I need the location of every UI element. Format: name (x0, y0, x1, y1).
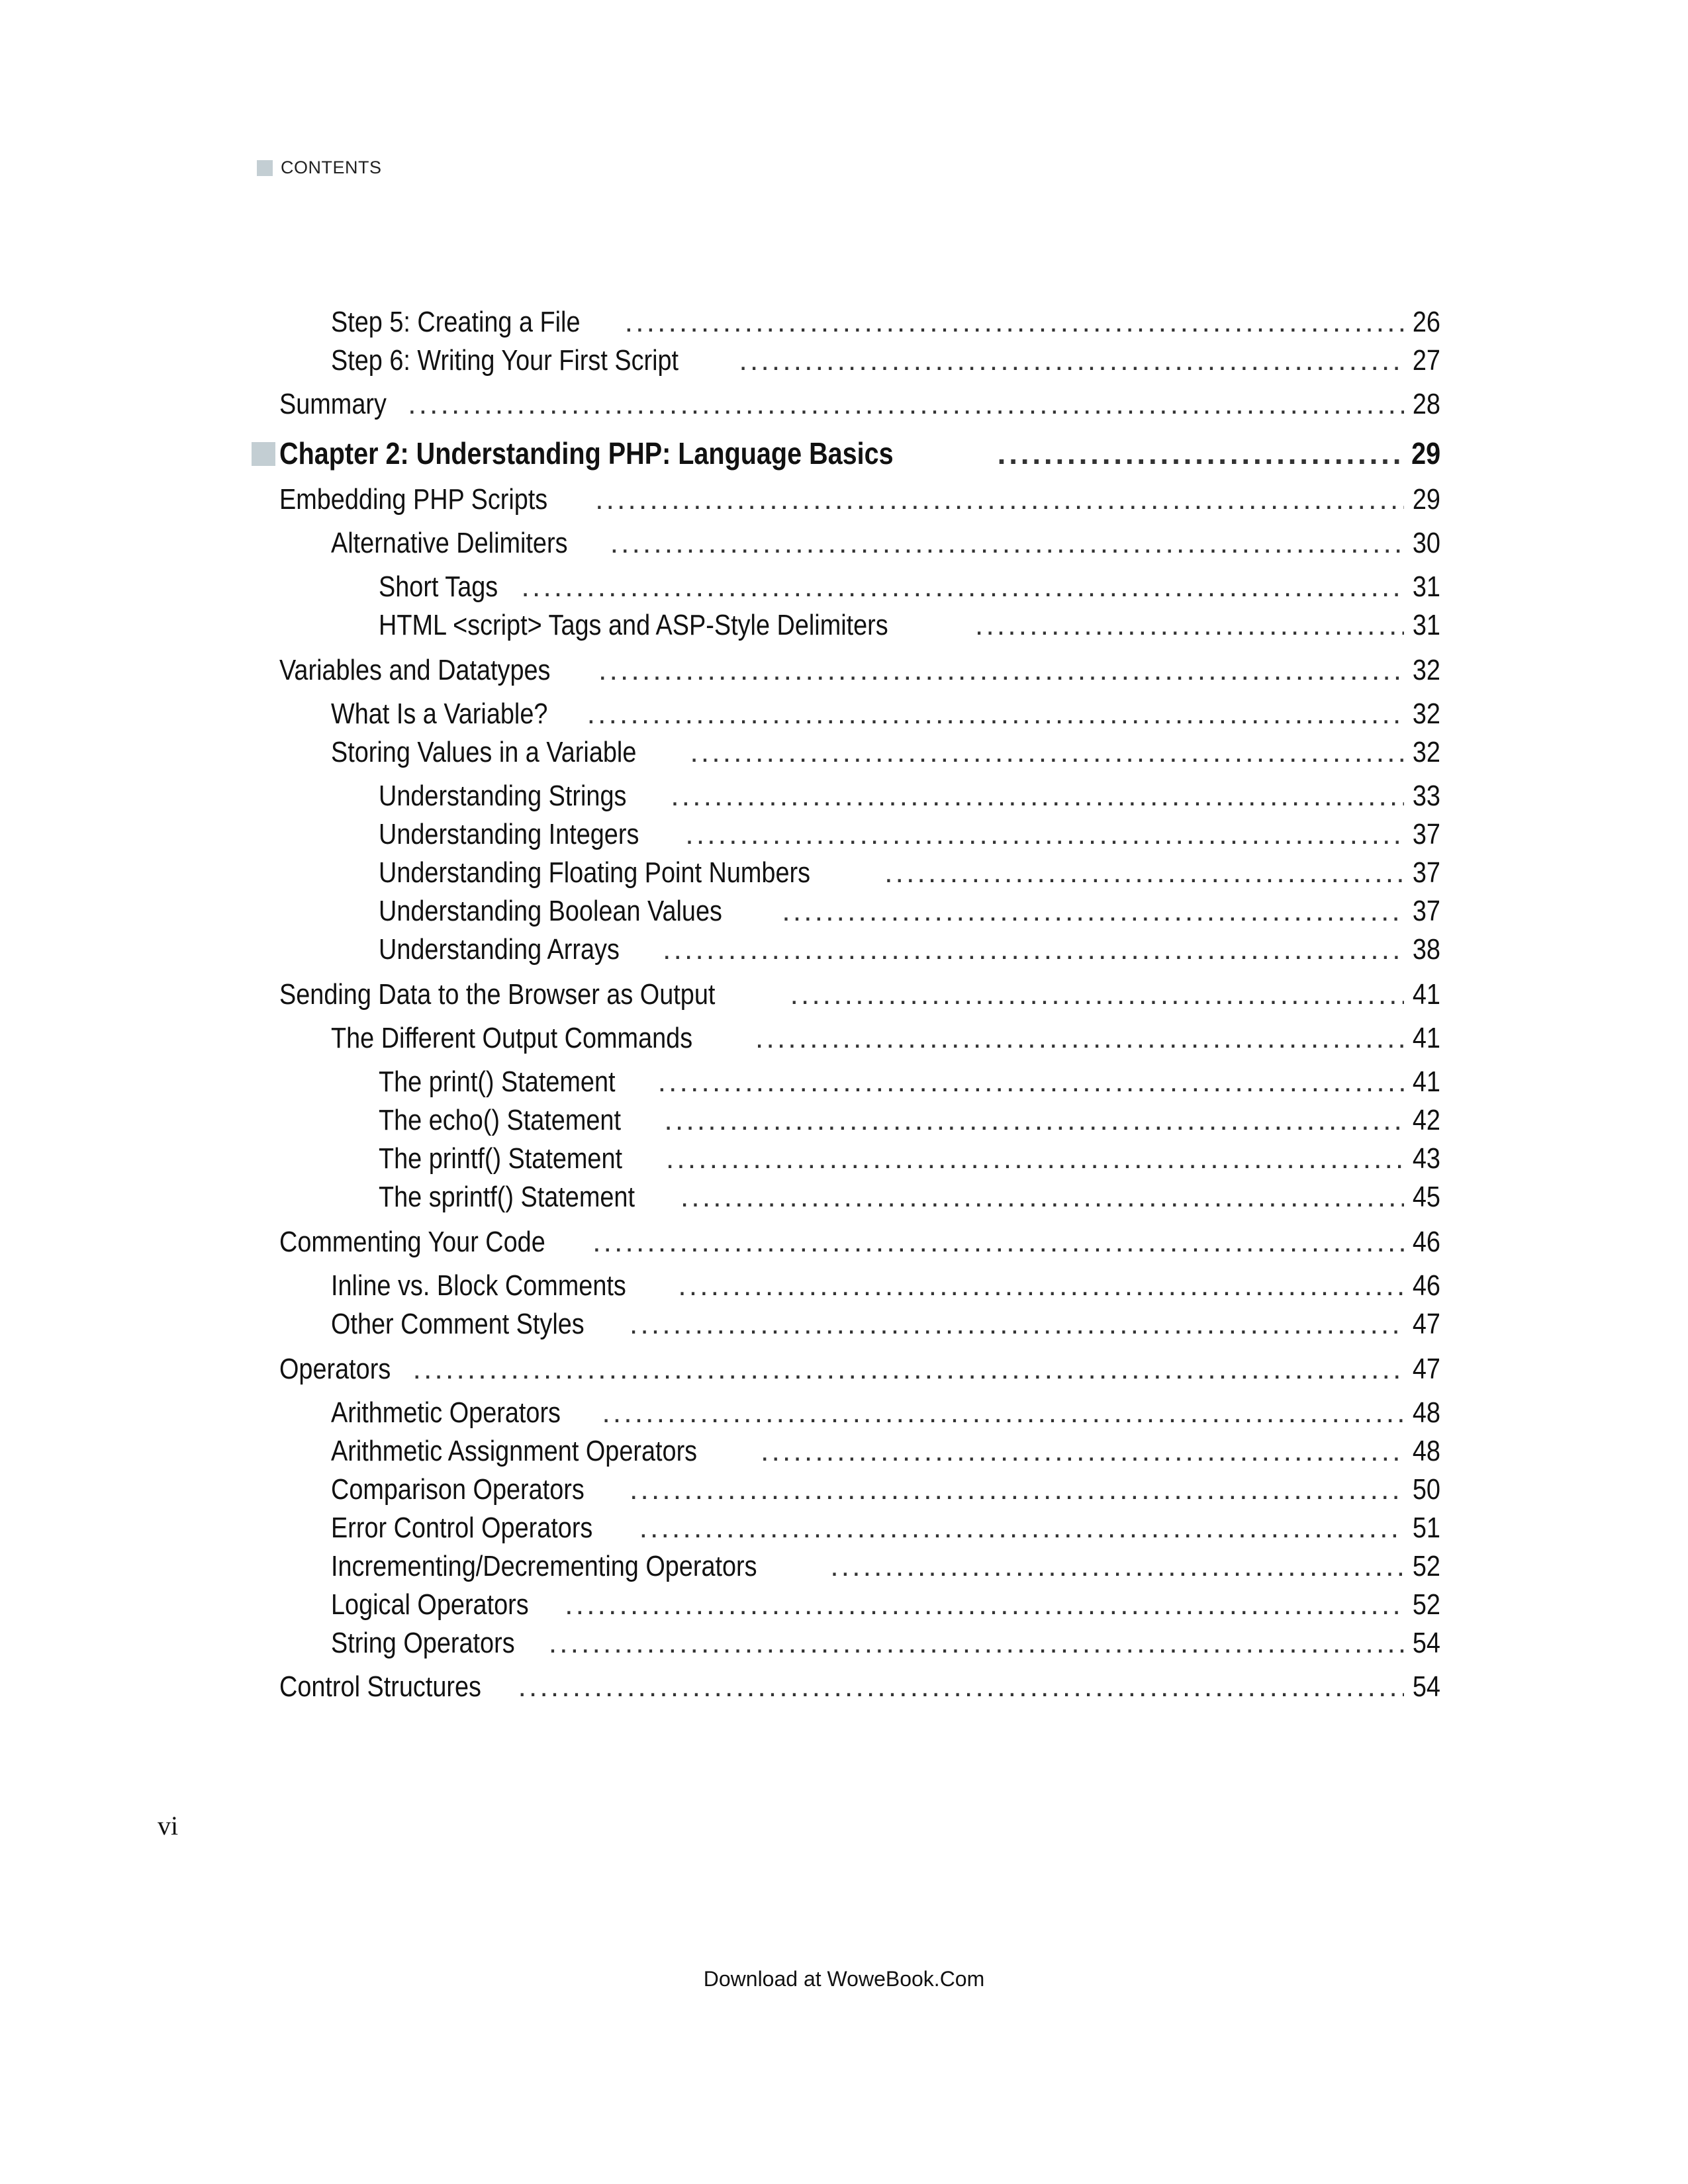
dot-leader (666, 1140, 1404, 1178)
toc-entry[interactable] (331, 1019, 1440, 1058)
dot-leader (610, 524, 1404, 563)
dot-leader (587, 695, 1404, 733)
toc-entry-title: The Different Output Commands (331, 1022, 693, 1054)
toc-entry-title: Alternative Delimiters (331, 527, 568, 559)
running-head-label: CONTENTS (281, 158, 382, 177)
toc-entry-page: 42 (1412, 1104, 1440, 1136)
page-number: vi (158, 1811, 179, 1841)
dot-leader (408, 385, 1404, 424)
toc-entry-title: Inline vs. Block Comments (331, 1269, 626, 1302)
toc-entry[interactable] (279, 1668, 1440, 1706)
dot-leader (690, 733, 1404, 772)
toc-entry[interactable] (379, 568, 1440, 606)
chapter-marker-icon (252, 442, 275, 466)
toc-entry-page: 41 (1412, 1066, 1440, 1098)
toc-entry-page: 28 (1412, 388, 1440, 420)
toc-entry-page: 41 (1412, 978, 1440, 1011)
toc-entry-title: Summary (279, 388, 387, 420)
toc-entry-page: 32 (1412, 698, 1440, 730)
toc-entry[interactable] (379, 606, 1440, 645)
toc-entry-title: Arithmetic Operators (331, 1396, 561, 1429)
toc-entry[interactable] (279, 976, 1440, 1014)
dot-leader (518, 1668, 1404, 1706)
toc-entry[interactable] (379, 1063, 1440, 1101)
toc-entry-page: 32 (1412, 654, 1440, 686)
toc-entry-title: Error Control Operators (331, 1512, 593, 1544)
toc-entry[interactable] (379, 931, 1440, 969)
dot-leader (413, 1350, 1404, 1388)
dot-leader (663, 931, 1404, 969)
toc-entry-title: Other Comment Styles (331, 1308, 585, 1340)
toc-entry-page: 54 (1412, 1670, 1440, 1703)
toc-entry[interactable] (331, 733, 1440, 772)
toc-entry[interactable] (379, 1178, 1440, 1216)
toc-entry-page: 37 (1412, 818, 1440, 850)
dot-leader (565, 1586, 1404, 1624)
toc-entry-page: 37 (1412, 856, 1440, 889)
toc-entry-page: 41 (1412, 1022, 1440, 1054)
toc-entry[interactable] (331, 1624, 1440, 1662)
toc-entry[interactable] (331, 1509, 1440, 1547)
toc-entry-title: The echo() Statement (379, 1104, 621, 1136)
toc-entry-page: 26 (1412, 306, 1440, 338)
toc-entry[interactable] (331, 1305, 1440, 1343)
dot-leader (761, 1432, 1404, 1471)
toc-entry[interactable] (331, 1394, 1440, 1432)
toc-entry[interactable] (379, 777, 1440, 815)
dot-leader (592, 1223, 1404, 1261)
toc-entry-title: Embedding PHP Scripts (279, 483, 548, 516)
dot-leader (625, 303, 1404, 341)
toc-entry-page: 29 (1412, 483, 1440, 516)
toc-entry-title: The printf() Statement (379, 1142, 623, 1175)
toc-entry-page: 48 (1412, 1396, 1440, 1429)
toc-entry[interactable] (279, 480, 1440, 519)
dot-leader (975, 606, 1404, 645)
dot-leader (678, 1267, 1404, 1305)
toc-entry-page: 52 (1412, 1588, 1440, 1621)
toc-entry[interactable] (379, 815, 1440, 854)
toc-entry[interactable] (379, 892, 1440, 931)
dot-leader (685, 815, 1404, 854)
dot-leader (602, 1394, 1404, 1432)
dot-leader (830, 1547, 1404, 1586)
dot-leader (665, 1101, 1405, 1140)
toc-entry-title: Sending Data to the Browser as Output (279, 978, 716, 1011)
toc-entry-page: 38 (1412, 933, 1440, 966)
toc-entry-title: Logical Operators (331, 1588, 529, 1621)
toc-entry[interactable] (331, 524, 1440, 563)
toc-entry[interactable] (331, 1586, 1440, 1624)
dot-leader (630, 1305, 1404, 1343)
running-head (257, 158, 382, 178)
toc-entry[interactable] (279, 651, 1440, 690)
footer-download-note: Download at WoweBook.Com (703, 1967, 985, 1991)
dot-leader (630, 1471, 1404, 1509)
toc-entry[interactable] (331, 1432, 1440, 1471)
toc-entry-title: Variables and Datatypes (279, 654, 551, 686)
toc-entry-page: 54 (1412, 1627, 1440, 1659)
toc-entry[interactable] (331, 1471, 1440, 1509)
toc-entry-title: Chapter 2: Understanding PHP: Language Basics (279, 436, 894, 471)
dot-leader (998, 434, 1403, 473)
toc-entry-page: 33 (1412, 780, 1440, 812)
dot-leader (755, 1019, 1404, 1058)
toc-entry-title: The print() Statement (379, 1066, 616, 1098)
toc-entry-title: Understanding Arrays (379, 933, 620, 966)
toc-entry-title: Operators (279, 1353, 391, 1385)
toc-entry-page: 30 (1412, 527, 1440, 559)
toc-entry-title: Comparison Operators (331, 1473, 585, 1506)
toc-entry-title: Step 6: Writing Your First Script (331, 344, 679, 377)
toc-entry-page: 47 (1412, 1308, 1440, 1340)
toc-entry-title: Step 5: Creating a File (331, 306, 581, 338)
toc-entry-page: 50 (1412, 1473, 1440, 1506)
toc-entry-page: 45 (1412, 1181, 1440, 1213)
toc-entry-page: 27 (1412, 344, 1440, 377)
toc-entry-page: 29 (1411, 436, 1440, 471)
dot-leader (549, 1624, 1404, 1662)
toc-entry[interactable] (331, 303, 1440, 341)
dot-leader (739, 341, 1405, 380)
toc-entry-page: 48 (1412, 1435, 1440, 1467)
toc-entry-page: 52 (1412, 1550, 1440, 1582)
toc-entry-page: 46 (1412, 1269, 1440, 1302)
toc-entry-title: String Operators (331, 1627, 515, 1659)
toc-entry-page: 47 (1412, 1353, 1440, 1385)
toc-entry-title: Short Tags (379, 570, 498, 603)
dot-leader (598, 651, 1404, 690)
toc-entry[interactable] (279, 1223, 1440, 1261)
toc-entry-title: Understanding Boolean Values (379, 895, 722, 927)
dot-leader (522, 568, 1405, 606)
section-marker-icon (257, 160, 273, 176)
toc-entry[interactable] (379, 1140, 1440, 1178)
dot-leader (671, 777, 1404, 815)
dot-leader (680, 1178, 1404, 1216)
toc-entry[interactable] (331, 1547, 1440, 1586)
toc-entry-title: Commenting Your Code (279, 1226, 545, 1258)
dot-leader (884, 854, 1404, 892)
toc-entry[interactable] (331, 695, 1440, 733)
dot-leader (658, 1063, 1404, 1101)
toc-entry-title: Understanding Integers (379, 818, 639, 850)
toc-entry-page: 43 (1412, 1142, 1440, 1175)
toc-chapter-entry[interactable] (279, 434, 1440, 473)
dot-leader (639, 1509, 1404, 1547)
toc-entry-page: 32 (1412, 736, 1440, 768)
toc-entry[interactable] (379, 1101, 1440, 1140)
toc-entry[interactable] (279, 1350, 1440, 1388)
toc-entry[interactable] (331, 341, 1440, 380)
toc-entry-title: Incrementing/Decrementing Operators (331, 1550, 757, 1582)
toc-entry-title: Understanding Strings (379, 780, 627, 812)
toc-entry-title: HTML <script> Tags and ASP-Style Delimiters (379, 609, 888, 641)
toc-entry-page: 31 (1412, 609, 1440, 641)
toc-entry[interactable] (279, 385, 1440, 424)
dot-leader (782, 892, 1404, 931)
dot-leader (790, 976, 1404, 1014)
toc-entry-page: 31 (1412, 570, 1440, 603)
toc-entry-page: 51 (1412, 1512, 1440, 1544)
toc-entry-title: The sprintf() Statement (379, 1181, 635, 1213)
toc-entry-title: Storing Values in a Variable (331, 736, 637, 768)
toc-entry[interactable] (379, 854, 1440, 892)
dot-leader (595, 480, 1404, 519)
toc-entry-title: Understanding Floating Point Numbers (379, 856, 811, 889)
toc-entry-title: What Is a Variable? (331, 698, 548, 730)
toc-entry-title: Arithmetic Assignment Operators (331, 1435, 698, 1467)
toc-entry[interactable] (331, 1267, 1440, 1305)
toc-entry-title: Control Structures (279, 1670, 481, 1703)
toc-entry-page: 46 (1412, 1226, 1440, 1258)
toc-entry-page: 37 (1412, 895, 1440, 927)
